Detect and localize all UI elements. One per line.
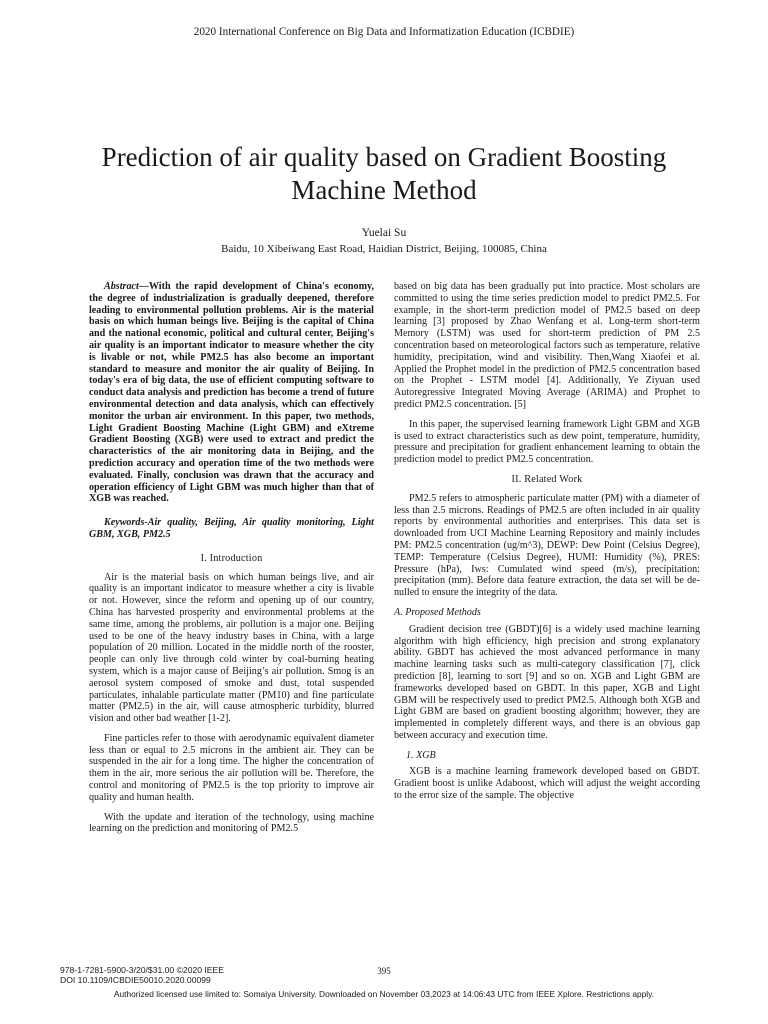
paragraph: PM2.5 refers to atmospheric particulate matter (PM) with a diameter of less than 2.5 microns. Readings of PM2.5 are often included in air quality reports by environmental authorities and enterprises. This data set is downloaded from UCI Machine Learning Repository and mainly includes PM: PM2.5 concentration (ug/m^3), DEWP: Dew Point (Celsius Degree), TEMP: Temperature (Celsius Degree), HUMI: Humidity (%), PRES: Pressure (hPa), Iws: Cumulated wind speed (m/s), precipitation: precipitation (mm). Before data feature extraction, the data set will be de-nulled to ensure the integrity of the data. — [394, 492, 700, 599]
subsection-heading-proposed-methods: A. Proposed Methods — [394, 606, 481, 618]
paragraph: Gradient decision tree (GBDT)[6] is a widely used machine learning algorithm with high efficiency, high precision and strong explanatory ability. GBDT has achieved the most advanced performance in many machine learning tasks such as multi-category classification [7], click prediction [8], learning to sort [9] and so on. XGB and Light GBM are frameworks developed based on GBDT. In this paper, XGB and Light GBM will be respectively used to predict PM2.5. Although both XGB and Light GBM are based on gradient boosting algorithm; however, they are implemented in completely different ways, and there is an obvious gap between accuracy and execution time. — [394, 623, 700, 741]
license-notice: Authorized licensed use limited to: Somaiya University. Downloaded on November 03,2023 at 14:06:43 UTC from IEEE Xplore. Restrictions apply. — [113, 989, 655, 999]
abstract-label: Abstract — [104, 281, 139, 292]
isbn-line: 978-1-7281-5900-3/20/$31.00 ©2020 IEEE — [60, 965, 225, 975]
keywords: Keywords-Air quality, Beijing, Air quality monitoring, Light GBM, XGB, PM2.5 — [89, 517, 374, 540]
author-name: Yuelai Su — [361, 227, 407, 239]
conference-header: 2020 International Conference on Big Data and Informatization Education (ICBDIE) — [193, 26, 575, 38]
paragraph: based on big data has been gradually put into practice. Most scholars are committed to using the time series prediction model to predict PM2.5. For example, in the short-term prediction model of PM2.5 based on deep learning [3] proposed by Zhao Wenfang et al. Long-term short-term Memory (LSTM) was used for short-term prediction of PM 2.5 concentration based on meteorological factors such as temperature, relative humidity, precipitation, wind and visibility. Then,Wang Xiaofei et al. Applied the Prophet model in the prediction of PM2.5 concentration based on the Prophet - LSTM model [4]. Additionally, Ye Ziyuan used Autoregressive Integrated Moving Average (ARIMA) and Prophet to predict PM2.5 concentration. [5] — [394, 281, 700, 410]
subsubsection-heading-xgb: 1. XGB — [406, 749, 436, 761]
section-heading-introduction: I. Introduction — [200, 552, 263, 564]
paper-title: Prediction of air quality based on Gradient Boosting Machine Method — [101, 142, 667, 205]
section-heading-related-work: II. Related Work — [511, 473, 583, 485]
abstract — [89, 281, 374, 505]
paragraph: XGB is a machine learning framework developed based on GBDT. Gradient boost is unlike Adaboost, which will adjust the weight according to the error size of the sample. The objective — [394, 766, 700, 802]
left-column — [89, 281, 374, 843]
paragraph: Air is the material basis on which human beings live, and air quality is an important indicator to measure whether a city is livable or not. However, since the reform and opening up of our country, China has harvested prosperity and environmental problems at the same time, among the problems, air pollution is a major one. Beijing used to be one of the heavy industry bases in China, with a large population of 20 million. Located in the middle north of the rooster, people can only live through cold winter by coal-burning heating system, which is a major cause of Beijing’s air pollution. Smog is an aerosol system composed of smoke and dust, total suspended particulates, inhalable particulate matter (PM10) and fine particulate matter (PM2.5) in the air, will cause atmospheric turbidity, blurred vision and other bad weather [1-2]. — [89, 571, 374, 725]
page-number: 395 — [377, 966, 391, 976]
paragraph: Fine particles refer to those with aerodynamic equivalent diameter less than or equal to 2.5 microns in the ambient air. They can be suspended in the air for a long time. The higher the concentration of them in the air, more serious the air pollution will be. Therefore, the control and monitoring of PM2.5 is the top priority to improve air quality and human health. — [89, 732, 374, 803]
abstract-text: —With the rapid development of China's economy, the degree of industrialization is gradually deepened, therefore leading to environmental pollution problems. Air is the material basis on which human beings live. Beijing is the capital of China and the national economic, political and cultural center, Beijing's air quality is an important indicator to measure whether the city is livable or not, while PM2.5 has also become an important standard to measure and monitor the air quality of Beijing. In today's era of big data, the use of efficient computing software to conduct data analysis and prediction has become a trend of future environmental detection and data analysis, which can effectively monitor the urban air environment. In this paper, two methods, Light Gradient Boosting Machine (Light GBM) and eXtreme Gradient Boosting (XGB) were used to extract and predict the characteristics of the air monitoring data in Beijing, and the prediction accuracy and operation time of the two methods were evaluated. Finally, conclusion was drawn that the accuracy and operation efficiency of Light GBM was much higher than that of XGB was reached. — [89, 281, 374, 505]
paragraph: With the update and iteration of the technology, using machine learning on the prediction and monitoring of PM2.5 — [89, 811, 374, 835]
paragraph: In this paper, the supervised learning framework Light GBM and XGB is used to extract characteristics such as dew point, temperature, humidity, pressure and precipitation for gradient enhancement learning to obtain the prediction model to predict PM2.5 concentration. — [394, 418, 700, 466]
author-affiliation: Baidu, 10 Xibeiwang East Road, Haidian District, Beijing, 100085, China — [221, 243, 547, 255]
doi-line: DOI 10.1109/ICBDIE50010.2020.00099 — [60, 975, 211, 985]
right-column — [394, 281, 700, 810]
